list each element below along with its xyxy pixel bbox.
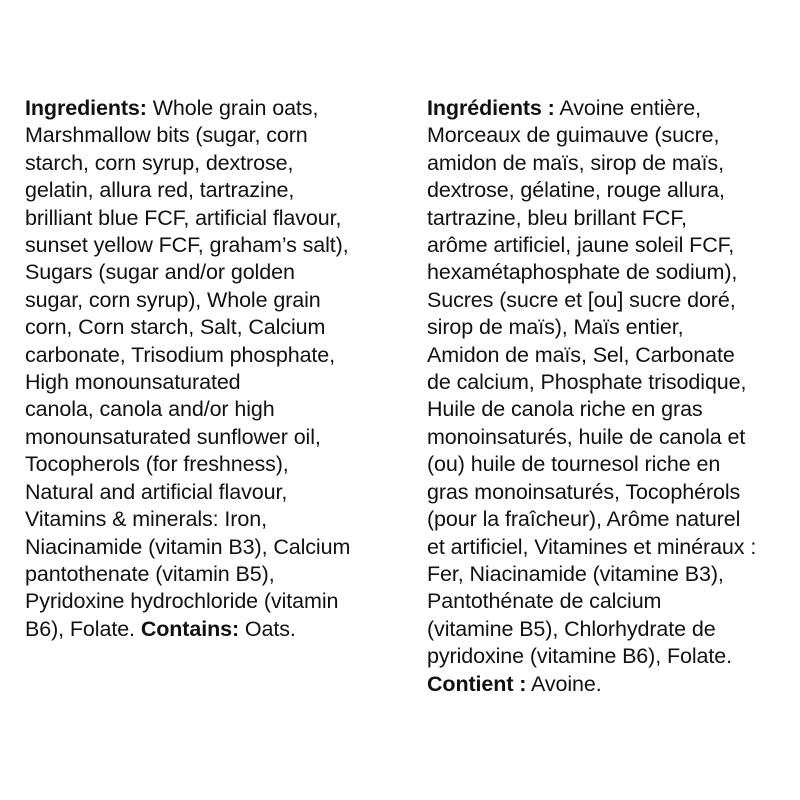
french-line-11: de calcium, Phosphate trisodique, [427,370,747,395]
french-line-12: Huile de canola riche en gras [427,397,703,422]
french-line-10: Amidon de maïs, Sel, Carbonate [427,342,735,367]
french-line-18: Fer, Niacinamide (vitamine B3), [427,561,724,586]
english-line-9: corn, Corn starch, Salt, Calcium [25,315,326,340]
french-line-19: Pantothénate de calcium [427,589,662,614]
french-contains-text: Avoine. [526,671,602,696]
english-line-14: Tocopherols (for freshness), [25,452,289,477]
french-line-4: dextrose, gélatine, rouge allura, [427,178,725,203]
french-line-3: amidon de maïs, sirop de maïs, [427,150,724,175]
french-line-22 [427,671,792,698]
french-line-15: gras monoinsaturés, Tocophérols [427,479,741,504]
english-contains-text: Oats. [239,616,296,641]
french-ingredients-heading: Ingrédients : [427,96,555,120]
english-line-13: monounsaturated sunflower oil, [25,424,321,449]
french-contains-label: Contient : [427,671,527,696]
french-line-5: tartrazine, bleu brillant FCF, [427,205,687,230]
english-line-8: sugar, corn syrup), Whole grain [25,287,321,312]
english-ingredients-block [25,95,395,643]
french-line-16: (pour la fraîcheur), Arôme naturel [427,507,741,532]
english-line-12: canola, canola and/or high [25,397,275,422]
french-line-21: pyridoxine (vitamine B6), Folate. [427,644,732,669]
english-line-6: sunset yellow FCF, graham’s salt), [25,233,349,258]
english-ingredients-heading: Ingredients: [25,96,147,120]
english-line-7: Sugars (sugar and/or golden [25,260,295,285]
english-line-1: Ingredients: Whole grain oats, [25,96,319,120]
french-line-20: (vitamine B5), Chlorhydrate de [427,616,716,641]
english-line-11: High monounsaturated [25,370,241,395]
english-line-20: B6), Folate. Contains: Oats. [25,616,296,641]
french-ingredients-block [427,95,792,698]
english-line-17: Niacinamide (vitamin B3), Calcium [25,534,351,559]
french-line-13: monoinsaturés, huile de canola et [427,424,746,449]
french-line-14: (ou) huile de tournesol riche en [427,452,721,477]
english-line-10: carbonate, Trisodium phosphate, [25,342,336,367]
french-line-8: Sucres (sucre et [ou] sucre doré, [427,287,736,312]
french-line-6: arôme artificiel, jaune soleil FCF, [427,233,735,258]
english-line-5: brilliant blue FCF, artificial flavour, [25,205,342,230]
french-line-2: Morceaux de guimauve (sucre, [427,123,720,148]
english-line-16: Vitamins & minerals: Iron, [25,507,267,532]
english-line-18: pantothenate (vitamin B5), [25,561,275,586]
english-line-2: Marshmallow bits (sugar, corn [25,123,308,148]
english-contains-label: Contains: [140,616,240,641]
english-line-3: starch, corn syrup, dextrose, [25,150,294,175]
french-line-1: Ingrédients : Avoine entière, [427,96,701,120]
english-line-19: Pyridoxine hydrochloride (vitamin [25,589,339,614]
french-line-7: hexamétaphosphate de sodium), [427,260,738,285]
english-line-4: gelatin, allura red, tartrazine, [25,178,295,203]
french-line-9: sirop de maïs), Maïs entier, [427,315,684,340]
english-line-15: Natural and artificial flavour, [25,479,288,504]
french-line-17: et artificiel, Vitamines et minéraux : [427,534,757,559]
